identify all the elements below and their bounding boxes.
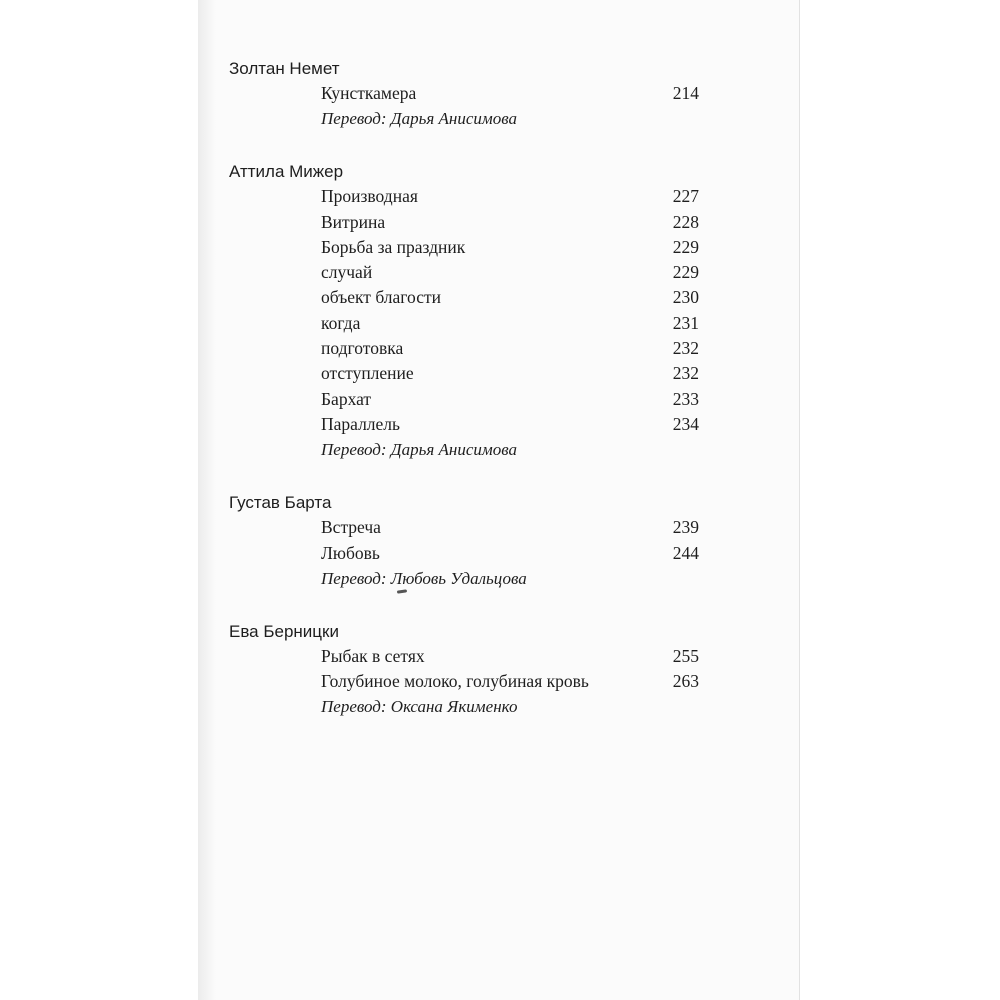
toc-section	[229, 615, 699, 720]
entry-list	[321, 81, 699, 131]
entry-page-number: 231	[672, 312, 699, 333]
translator-credit: Перевод: Дарья Анисимова	[321, 440, 517, 460]
entry-title: Встреча	[321, 517, 381, 538]
entry-page-number: 228	[672, 211, 699, 232]
entry-page-number: 263	[672, 671, 699, 692]
entry-page-number: 229	[672, 262, 699, 283]
entry-title: Параллель	[321, 413, 401, 434]
table-of-contents	[229, 52, 699, 743]
toc-entry	[321, 515, 699, 540]
entry-page-number: 234	[672, 413, 699, 434]
entry-title: Витрина	[321, 211, 386, 232]
entry-list	[321, 644, 699, 720]
entry-title: Рыбак в сетях	[321, 645, 425, 666]
entry-title: отступление	[321, 363, 414, 384]
entry-title: Производная	[321, 186, 418, 207]
toc-entry	[321, 260, 699, 285]
toc-entry	[321, 541, 699, 566]
toc-entry	[321, 361, 699, 386]
entry-page-number: 229	[672, 236, 699, 257]
author-name: Аттила Мижер	[229, 162, 344, 182]
toc-section	[229, 52, 699, 131]
toc-entry	[321, 669, 699, 694]
entry-title: Любовь	[321, 542, 380, 563]
author-name: Ева Берницки	[229, 621, 339, 641]
entry-title: Борьба за праздник	[321, 236, 466, 257]
translator-credit: Перевод: Любовь Удальцова	[321, 568, 527, 588]
entry-list	[321, 515, 699, 591]
entry-title: Голубиное молоко, голубиная кровь	[321, 671, 589, 692]
toc-section	[229, 155, 699, 462]
toc-entry	[321, 235, 699, 260]
entry-page-number: 227	[672, 186, 699, 207]
entry-page-number: 239	[672, 517, 699, 538]
toc-entry	[321, 81, 699, 106]
toc-entry	[321, 311, 699, 336]
entry-page-number: 232	[672, 338, 699, 359]
entry-title: случай	[321, 262, 373, 283]
toc-entry	[321, 210, 699, 235]
toc-entry	[321, 412, 699, 437]
entry-list	[321, 184, 699, 462]
toc-entry	[321, 184, 699, 209]
toc-entry	[321, 644, 699, 669]
toc-entry	[321, 285, 699, 310]
entry-title: Бархат	[321, 388, 372, 409]
entry-title: объект благости	[321, 287, 442, 308]
entry-title: когда	[321, 312, 361, 333]
entry-title: Кунсткамера	[321, 83, 417, 103]
entry-page-number: 214	[672, 83, 699, 103]
toc-section	[229, 486, 699, 591]
toc-entry	[321, 387, 699, 412]
toc-entry	[321, 336, 699, 361]
author-name: Золтан Немет	[229, 59, 340, 78]
author-name: Густав Барта	[229, 493, 332, 513]
translator-credit: Перевод: Оксана Якименко	[321, 697, 518, 717]
page-gutter-shadow	[198, 0, 216, 1000]
entry-page-number: 255	[672, 645, 699, 666]
entry-page-number: 244	[672, 542, 699, 563]
entry-page-number: 233	[672, 388, 699, 409]
entry-page-number: 230	[672, 287, 699, 308]
translator-credit: Перевод: Дарья Анисимова	[321, 109, 517, 129]
entry-page-number: 232	[672, 363, 699, 384]
entry-title: подготовка	[321, 338, 404, 359]
